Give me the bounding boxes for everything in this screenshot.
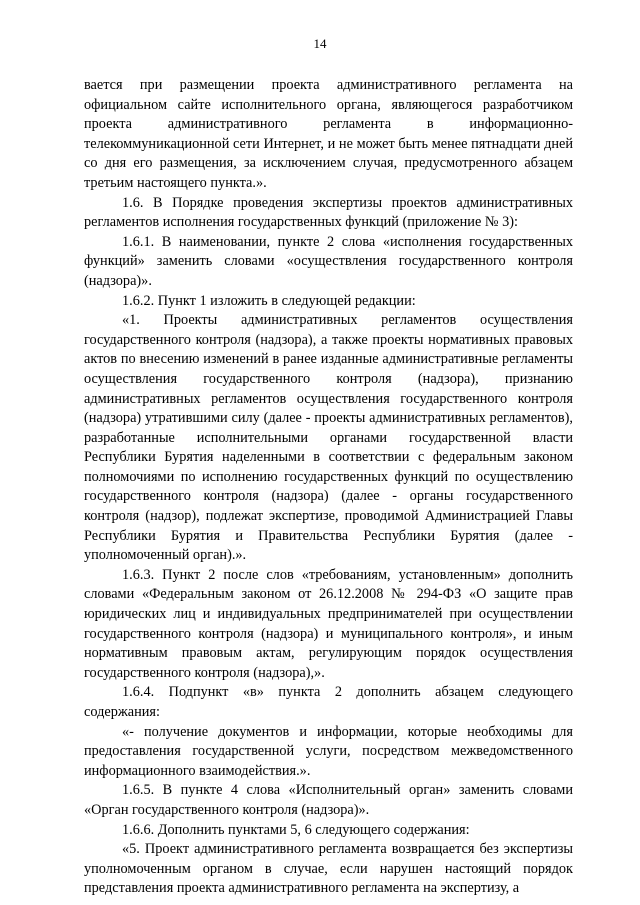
paragraph-continuation: вается при размещении проекта административного регламента на официальном сайте исполнительного органа, являющегося разработчиком проекта административного регламента в информационно-телекоммуникационной сети Интернет, и не может быть менее пятнадцати дней со дня его размещения, за исключением случая, предусмотренного абзацем третьим настоящего пункта.».	[84, 77, 573, 191]
paragraph-1-6-1: 1.6.1. В наименовании, пункте 2 слова «исполнения государственных функций» заменить словами «осуществления государственного контроля (надзора)».	[84, 233, 573, 289]
paragraph-1-6-4: 1.6.4. Подпункт «в» пункта 2 дополнить абзацем следующего содержания:	[84, 684, 573, 720]
paragraph-1-6: 1.6. В Порядке проведения экспертизы проектов административных регламентов исполнения государственных функций (приложение № 3):	[84, 194, 573, 231]
paragraph-quote-dash: «- получение документов и информации, которые необходимы для предоставления государственной услуги, посредством межведомственного информационного взаимодействия.».	[84, 723, 573, 779]
paragraph-1-6-2: 1.6.2. Пункт 1 изложить в следующей редакции:	[122, 292, 416, 309]
paragraph-1-6-5: 1.6.5. В пункте 4 слова «Исполнительный орган» заменить словами «Орган государственного контроля (надзора)».	[84, 782, 573, 818]
paragraph-1-6-6: 1.6.6. Дополнить пунктами 5, 6 следующего содержания:	[122, 821, 470, 838]
paragraph-quote-1: «1. Проекты административных регламентов осуществления государственного контроля (надзора), а также проекты нормативных правовых актов по внесению изменений в ранее изданные административные регламенты осуществления государственного контроля (надзора), признанию административных регламентов осуществления государственного контроля (надзора) утратившими силу (далее - проекты административных регламентов), разработанные исполнительными органами государственной власти Республики Бурятия наделенными в соответствии с федеральным законом полномочиями по исполнению государственных функций по осуществлению государственного контроля (надзора) (далее - органы государственного контроля (надзор), подлежат экспертизе, проводимой Администрацией Главы Республики Бурятия и Правительства Республики Бурятия (далее - уполномоченный орган).».	[84, 312, 573, 564]
page-number: 14	[313, 36, 327, 51]
paragraph-1-6-3: 1.6.3. Пункт 2 после слов «требованиям, установленным» дополнить словами «Федеральным законом от 26.12.2008 № 294-ФЗ «О защите прав юридических лиц и индивидуальных предпринимателей при осуществлении государственного контроля (надзора) и муниципального контроля», и иным нормативным правовым актам, регулирующим порядок осуществления государственного контроля (надзора),».	[84, 566, 573, 681]
document-body	[84, 76, 573, 899]
paragraph-quote-5: «5. Проект административного регламента возвращается без экспертизы уполномоченным органом в случае, если нарушен настоящий порядок представления проекта административного регламента на экспертизу, а	[84, 841, 573, 897]
